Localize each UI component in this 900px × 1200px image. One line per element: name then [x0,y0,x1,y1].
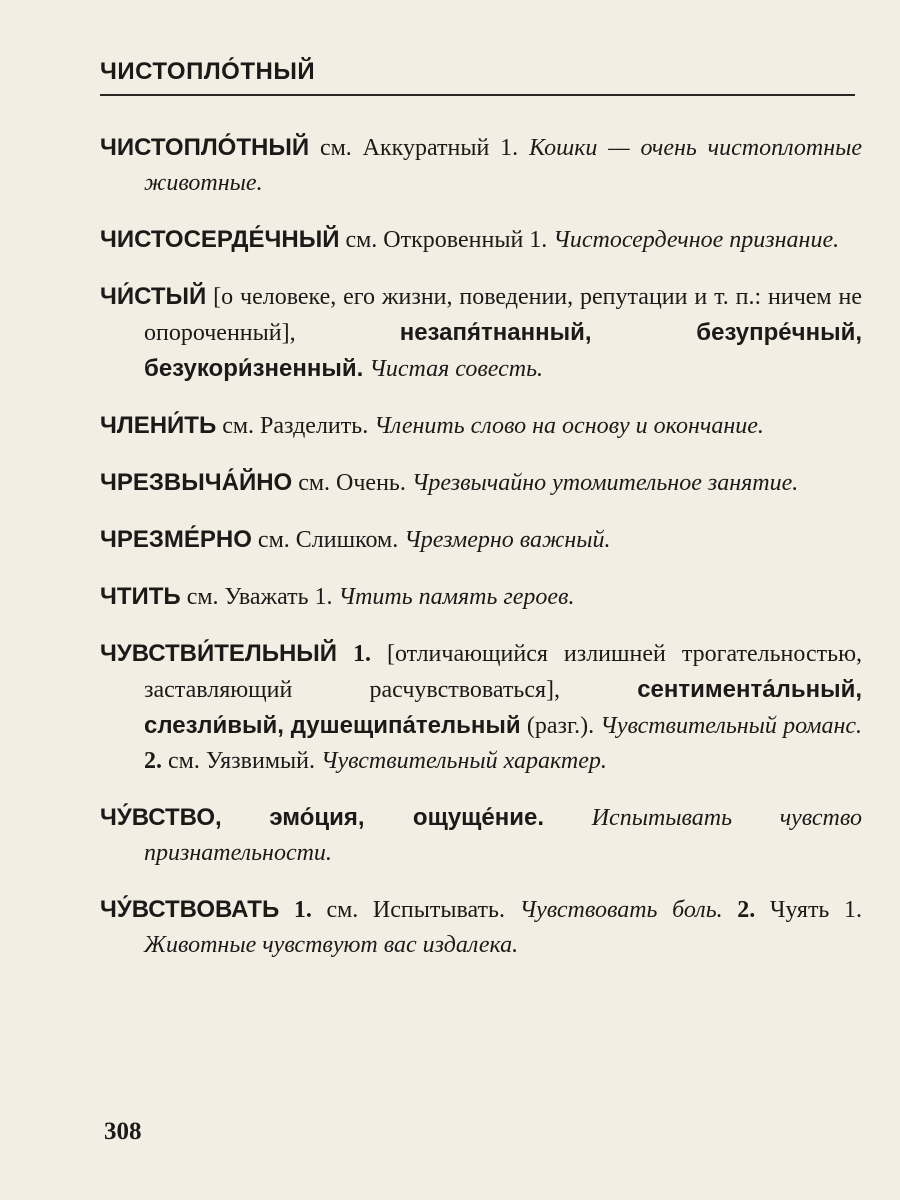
headword: ЧРЕЗВЫЧА́ЙНО [100,469,293,496]
cross-reference: см. Откровенный 1. [345,227,548,253]
usage-example: Чистосердечное признание. [553,227,840,253]
headword: ЧУ́ВСТВО, [100,804,222,831]
headword: ЧИСТОСЕРДЕ́ЧНЫЙ [100,226,340,253]
headword: ЧИ́СТЫЙ [100,283,207,310]
entry-chuvstvo [100,800,862,871]
entry-chistoplotny [100,130,862,201]
headword: ЧУ́ВСТВОВАТЬ [100,896,280,923]
usage-example: Чрезвычайно утомительное занятие. [411,470,799,496]
entry-list [100,130,862,984]
usage-example: Чистая совесть. [369,356,543,382]
entry-chtit [100,579,862,615]
headword: ЧРЕЗМЕ́РНО [100,526,252,553]
usage-example: Чрезмерно важный. [404,527,611,553]
sense-number-2: 2. [144,748,162,774]
definition: [отличающийся излишней трогательностью, заставляющий расчувствоваться], [144,641,862,703]
usage-example: Испытывать чувство признательности. [144,805,862,866]
running-head: ЧИСТОПЛО́ТНЫЙ [100,58,855,96]
headword: ЧИСТОПЛО́ТНЫЙ [100,134,310,161]
entry-chrezvychaino [100,465,862,501]
entry-chuvstvitelny [100,636,862,779]
cross-reference-2: см. Уязвимый. [168,748,315,774]
usage-example-2: Животные чувствуют вас издалека. [144,932,519,958]
sense-number-1: 1. [293,897,312,923]
cross-reference-2: Чуять 1. [769,897,863,923]
sense-number-2: 2. [737,897,756,923]
definition: [о человеке, его жизни, поведении, репутации и т. п.: ничем не опороченный], [144,284,862,346]
usage-example: Кошки — очень чистоплотные животные. [144,135,863,196]
usage-note: (разг.). [526,713,595,739]
usage-example: Членить слово на основу и окончание. [374,413,764,439]
entry-chistoserdechny [100,222,862,258]
usage-example-2: Чувствительный характер. [320,748,607,774]
entry-chuvstvovat [100,892,862,963]
synonyms: сентимента́льный, слезли́вый, душещипа́тельный [144,676,862,739]
synonyms: незапя́тнанный, безупре́чный, безукори́зненный. [144,319,862,382]
usage-example-1: Чувствительный романс. [600,713,863,739]
synonyms: эмо́ция, ощуще́ние. [269,804,545,831]
usage-example: Чтить память героев. [338,584,575,610]
headword: ЧУВСТВИ́ТЕЛЬНЫЙ [100,640,338,667]
cross-reference: см. Очень. [298,470,406,496]
sense-number-1: 1. [353,641,372,667]
cross-reference-1: см. Испытывать. [326,897,505,923]
headword: ЧТИТЬ [100,583,181,610]
entry-chrezmerno [100,522,862,558]
cross-reference: см. Разделить. [222,413,369,439]
headword: ЧЛЕНИ́ТЬ [100,412,217,439]
cross-reference: см. Слишком. [257,527,399,553]
entry-chlenit [100,408,862,444]
entry-chisty [100,279,862,387]
usage-example-1: Чувствовать боль. [519,897,723,923]
page-number: 308 [104,1118,142,1145]
cross-reference: см. Аккуратный 1. [319,135,519,161]
cross-reference: см. Уважать 1. [186,584,333,610]
